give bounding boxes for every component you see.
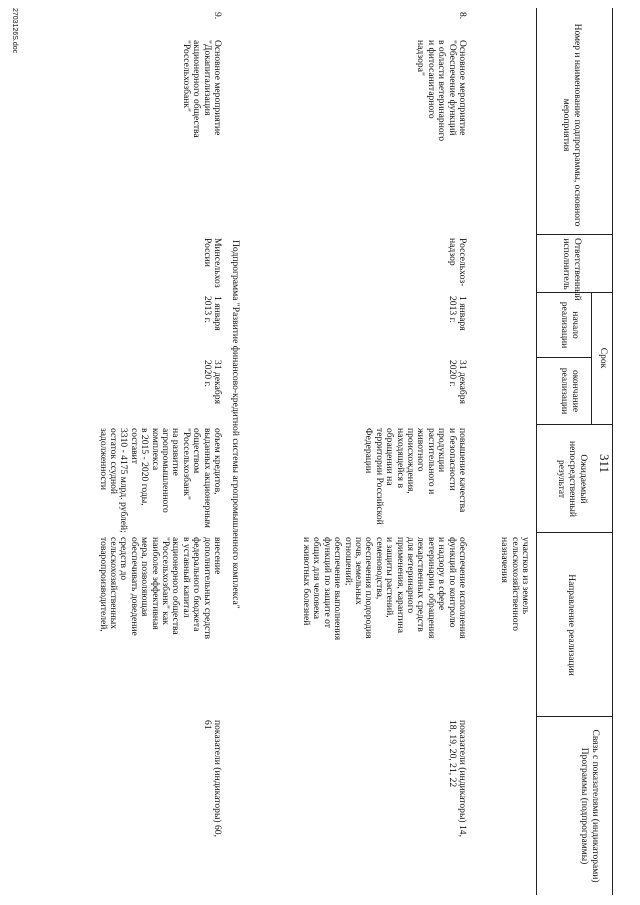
row-8-direction: обеспечение исполнения функций по контролю и надзору в сфере ветеринарии, обращения лекарственных средств для ветеринарного применения, карантина и защиты растений, семеноводства, обеспечения плодородия почв, земельных отношений; обеспечение выполнения функций по защите от общих для человека и животных болезней <box>300 537 468 641</box>
col-header-link: Связь с показателями (индикаторами) Программы (подпрограммы) <box>579 729 600 883</box>
col-header-direction: Направление реализации <box>566 574 576 676</box>
col-header-term: Срок <box>598 347 608 369</box>
row-9-start: 1 января 2013 г. <box>201 296 223 331</box>
row-8-end: 31 декабря 2020 г. <box>446 360 468 404</box>
row-8-number: 8. <box>457 12 468 20</box>
row-9-end: 31 декабря 2020 г. <box>201 360 223 404</box>
footer-filename: 2703126S.doc <box>11 8 18 54</box>
row-8-link: показатели (индикаторы) 14, 18, 19, 20, 21, 22 <box>446 720 468 837</box>
page-number: 311 <box>597 454 612 474</box>
col-header-responsible: Ответственный исполнитель <box>561 238 582 301</box>
row-9-direction: внесение дополнительных средств федерального бюджета в уставный капитал акционерного общества "Россельхозбанк" как наиболее эффективная мера, позволяющая обеспечивать доведение средств до сельскохозяйственных товаропроизводителей, <box>97 537 223 639</box>
col-divider <box>536 357 592 358</box>
row-9-name: Основное мероприятие "Докапитализация акционерного общества "Россельхозбанк" <box>180 40 223 138</box>
col-divider <box>536 424 613 425</box>
row-8-name: Основное мероприятие "Обеспечение функций в области ветеринарного и фитосанитарного надзора" <box>415 40 468 142</box>
row-9-responsible: Минсельхоз России <box>201 238 223 288</box>
continuation-direction: участков из земель сельскохозяйственного назначения <box>499 537 531 632</box>
row-9-result: объем кредитов, выданных акционерным обществом "Россельхозбанк" на развитие агропромышленного комплекса в 2015 - 2020 годы, составит 3310 - 4175 млрд. рублей; остаток ссудной задолженности <box>97 428 223 533</box>
col-header-result: Ожидаемый непосредственный результат <box>556 441 588 517</box>
col-divider <box>536 716 613 717</box>
header-bottom-rule <box>536 8 537 895</box>
subprogram-title: Подпрограмма "Развитие финансово-кредитной системы агропромышленного комплекса" <box>230 240 241 609</box>
row-8-start: 1 января 2013 г. <box>446 296 468 331</box>
row-8-responsible: Россельхоз- надзор <box>446 238 468 287</box>
col-divider <box>536 532 613 533</box>
col-header-term-start: начало реализации <box>559 301 580 349</box>
col-header-term-end: окончание реализации <box>559 367 580 415</box>
col-divider <box>536 234 613 235</box>
term-sub-rule <box>591 292 592 424</box>
row-8-result: повышение качества и безопасности продукции растительного и животного происхождения, находящейся в обращении на территории Российской Федерации <box>363 428 468 525</box>
row-9-number: 9. <box>212 12 223 20</box>
row-9-link: показатели (индикаторы) 60, 61 <box>201 720 223 837</box>
table-top-rule <box>612 8 613 895</box>
col-header-number-name: Номер и наименование подпрограммы, основного мероприятия <box>561 23 582 227</box>
